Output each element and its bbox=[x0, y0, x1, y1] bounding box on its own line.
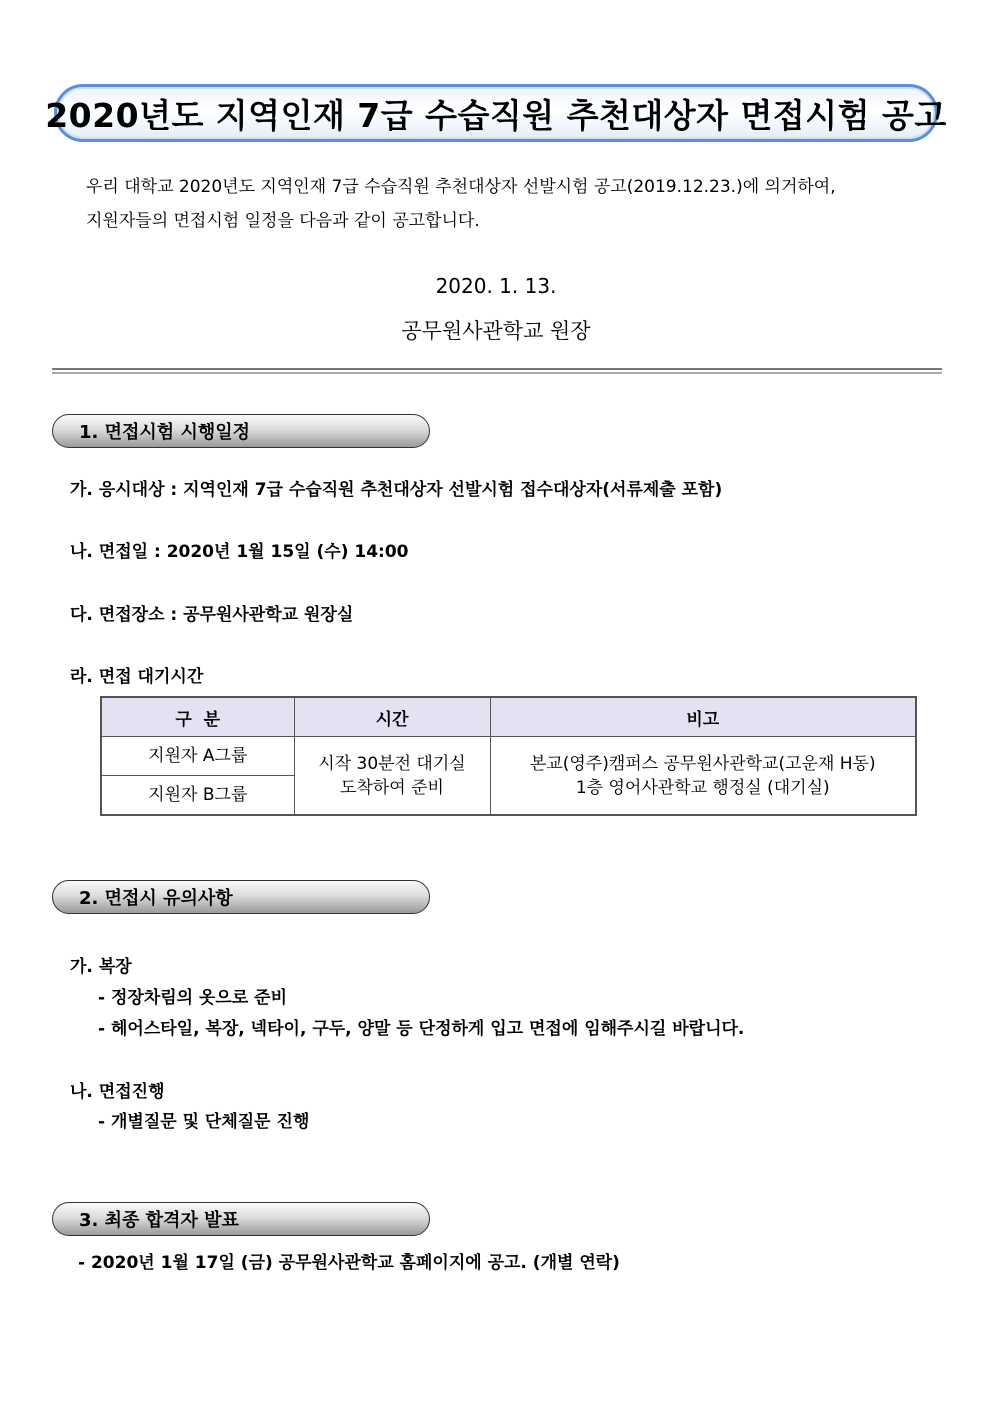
group-b-cell: 지원자 B그룹 bbox=[101, 776, 294, 816]
note-cell bbox=[490, 737, 916, 816]
s2-item-process: 나. 면접진행 bbox=[70, 1082, 165, 1102]
page-title: 2020년도 지역인재 7급 수습직원 추천대상자 면접시험 공고 bbox=[45, 95, 947, 135]
header-group: 구 분 bbox=[101, 697, 294, 737]
intro-line-2: 지원자들의 면접시험 일정을 다음과 같이 공고합니다. bbox=[86, 211, 480, 231]
title-banner bbox=[45, 84, 947, 142]
intro-paragraph bbox=[86, 170, 916, 238]
s1-item-place: 다. 면접장소 : 공무원사관학교 원장실 bbox=[70, 605, 354, 625]
s1-item-wait: 라. 면접 대기시간 bbox=[70, 667, 204, 687]
section-3-heading: 3. 최종 합격자 발표 bbox=[52, 1202, 430, 1236]
time-line-2: 도착하여 준비 bbox=[340, 777, 444, 798]
note-line-1: 본교(영주)캠퍼스 공무원사관학교(고운재 H동) bbox=[529, 753, 876, 774]
s2-attire-detail-1: - 정장차림의 옷으로 준비 bbox=[98, 988, 288, 1008]
group-a-cell: 지원자 A그룹 bbox=[101, 737, 294, 776]
header-note: 비고 bbox=[490, 697, 916, 737]
s2-attire-detail-2: - 헤어스타일, 복장, 넥타이, 구두, 양말 등 단정하게 입고 면접에 임해주시길 바랍니다. bbox=[98, 1019, 745, 1039]
time-cell bbox=[294, 737, 490, 816]
time-line-1: 시작 30분전 대기실 bbox=[318, 753, 466, 774]
table-row bbox=[101, 737, 916, 776]
issuer: 공무원사관학교 원장 bbox=[401, 319, 591, 343]
waiting-time-table bbox=[100, 696, 917, 816]
intro-line-1: 우리 대학교 2020년도 지역인재 7급 수습직원 추천대상자 선발시험 공고(2019.12.23.)에 의거하여, bbox=[86, 177, 836, 197]
table-header-row bbox=[101, 697, 916, 737]
s2-process-detail: - 개별질문 및 단체질문 진행 bbox=[98, 1112, 310, 1132]
divider bbox=[52, 368, 942, 374]
note-line-2: 1층 영어사관학교 행정실 (대기실) bbox=[575, 777, 830, 798]
section-2-heading: 2. 면접시 유의사항 bbox=[52, 880, 430, 914]
header-time: 시간 bbox=[294, 697, 490, 737]
section-1-heading: 1. 면접시험 시행일정 bbox=[52, 414, 430, 448]
notice-date: 2020. 1. 13. bbox=[435, 274, 557, 298]
s1-item-target: 가. 응시대상 : 지역인재 7급 수습직원 추천대상자 선발시험 접수대상자(서류제출 포함) bbox=[70, 480, 723, 500]
s3-announcement: - 2020년 1월 17일 (금) 공무원사관학교 홈페이지에 공고. (개별 연락) bbox=[78, 1253, 620, 1273]
s1-item-date: 나. 면접일 : 2020년 1월 15일 (수) 14:00 bbox=[70, 542, 409, 562]
s2-item-attire: 가. 복장 bbox=[70, 957, 132, 977]
